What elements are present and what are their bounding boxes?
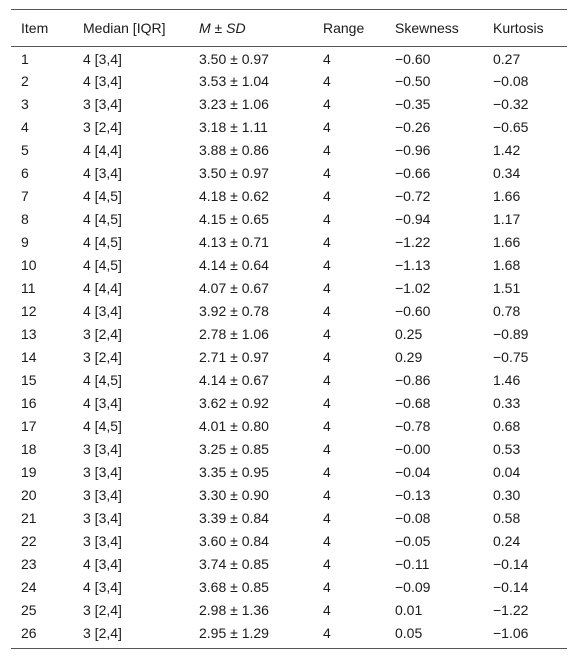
cell-median-iqr: 3 [3,4]	[83, 464, 122, 480]
cell-mean-sd: 3.18 ± 1.11	[199, 119, 268, 135]
cell-median-iqr: 4 [3,4]	[83, 579, 122, 595]
cell-mean-sd: 3.30 ± 0.90	[199, 487, 269, 503]
table-row	[11, 185, 567, 208]
cell-skewness: −0.94	[395, 211, 431, 227]
cell-range: 4	[323, 487, 331, 503]
cell-mean-sd: 4.14 ± 0.64	[199, 257, 269, 273]
cell-item: 4	[21, 119, 29, 135]
cell-skewness: −0.72	[395, 188, 431, 204]
cell-kurtosis: 0.27	[493, 51, 521, 68]
cell-skewness: −1.22	[395, 234, 431, 250]
cell-item: 8	[21, 211, 29, 227]
cell-mean-sd: 3.50 ± 0.97	[199, 165, 269, 181]
cell-kurtosis: 0.78	[493, 303, 521, 319]
table-row	[11, 277, 567, 300]
table-row	[11, 254, 567, 277]
cell-median-iqr: 4 [4,5]	[83, 418, 122, 434]
header-row	[11, 10, 567, 47]
cell-range: 4	[323, 349, 331, 365]
cell-range: 4	[323, 624, 331, 641]
cell-range: 4	[323, 418, 331, 434]
cell-mean-sd: 3.35 ± 0.95	[199, 464, 269, 480]
header-mean-sd	[189, 10, 313, 47]
cell-kurtosis: 0.30	[493, 487, 521, 503]
header-plus-minus: ±	[210, 20, 227, 36]
cell-kurtosis: 1.42	[493, 142, 521, 158]
cell-kurtosis: 0.53	[493, 441, 521, 457]
cell-item: 14	[21, 349, 37, 365]
cell-skewness: −0.86	[395, 372, 431, 388]
cell-mean-sd: 3.92 ± 0.78	[199, 303, 269, 319]
cell-kurtosis: 1.46	[493, 372, 521, 388]
cell-median-iqr: 4 [4,4]	[83, 142, 122, 158]
cell-skewness: −1.02	[395, 280, 431, 296]
cell-range: 4	[323, 257, 331, 273]
table-row	[11, 323, 567, 346]
cell-item: 7	[21, 188, 29, 204]
cell-item: 19	[21, 464, 37, 480]
cell-range: 4	[323, 602, 331, 618]
cell-range: 4	[323, 119, 331, 135]
table-row	[11, 369, 567, 392]
cell-kurtosis: −0.08	[493, 73, 529, 89]
cell-skewness: −0.96	[395, 142, 431, 158]
cell-median-iqr: 4 [3,4]	[83, 51, 122, 68]
cell-skewness: −0.66	[395, 165, 431, 181]
cell-skewness: −0.26	[395, 119, 431, 135]
cell-range: 4	[323, 464, 331, 480]
cell-kurtosis: 1.68	[493, 257, 521, 273]
cell-median-iqr: 4 [3,4]	[83, 395, 122, 411]
cell-mean-sd: 4.15 ± 0.65	[199, 211, 269, 227]
cell-item: 10	[21, 257, 37, 273]
cell-mean-sd: 3.39 ± 0.84	[199, 510, 269, 526]
cell-range: 4	[323, 165, 331, 181]
table-row	[11, 93, 567, 116]
cell-skewness: 0.01	[395, 602, 423, 618]
cell-range: 4	[323, 556, 331, 572]
cell-median-iqr: 4 [4,5]	[83, 211, 122, 227]
cell-median-iqr: 3 [3,4]	[83, 510, 122, 526]
cell-range: 4	[323, 510, 331, 526]
cell-range: 4	[323, 211, 331, 227]
header-range: Range	[323, 20, 365, 36]
cell-kurtosis: 0.34	[493, 165, 521, 181]
descriptive-statistics-table-container	[11, 9, 567, 649]
cell-median-iqr: 3 [2,4]	[83, 624, 122, 641]
cell-kurtosis: 0.58	[493, 510, 521, 526]
cell-item: 13	[21, 326, 37, 342]
cell-kurtosis: −0.14	[493, 579, 529, 595]
cell-kurtosis: −1.06	[493, 624, 529, 641]
cell-item: 23	[21, 556, 37, 572]
header-skewness: Skewness	[395, 20, 459, 36]
table-row	[11, 530, 567, 553]
cell-median-iqr: 4 [4,5]	[83, 234, 122, 250]
table-row	[11, 346, 567, 369]
cell-median-iqr: 4 [4,4]	[83, 280, 122, 296]
cell-mean-sd: 3.62 ± 0.92	[199, 395, 269, 411]
cell-range: 4	[323, 51, 331, 68]
cell-mean-sd: 4.14 ± 0.67	[199, 372, 269, 388]
cell-skewness: −0.68	[395, 395, 431, 411]
cell-median-iqr: 4 [3,4]	[83, 165, 122, 181]
cell-median-iqr: 4 [4,5]	[83, 188, 122, 204]
cell-median-iqr: 3 [3,4]	[83, 96, 122, 112]
cell-kurtosis: −0.89	[493, 326, 529, 342]
cell-mean-sd: 3.53 ± 1.04	[199, 73, 269, 89]
cell-mean-sd: 2.98 ± 1.36	[199, 602, 269, 618]
cell-item: 26	[21, 624, 37, 641]
cell-median-iqr: 3 [3,4]	[83, 487, 122, 503]
cell-item: 17	[21, 418, 37, 434]
header-item: Item	[21, 20, 49, 36]
cell-item: 12	[21, 303, 37, 319]
cell-mean-sd: 3.60 ± 0.84	[199, 533, 269, 549]
cell-kurtosis: −0.65	[493, 119, 529, 135]
cell-skewness: −0.11	[395, 556, 430, 572]
cell-item: 15	[21, 372, 37, 388]
cell-mean-sd: 4.18 ± 0.62	[199, 188, 269, 204]
cell-item: 9	[21, 234, 29, 250]
table-row	[11, 231, 567, 254]
table-row	[11, 139, 567, 162]
cell-kurtosis: 1.17	[493, 211, 521, 227]
header-median-iqr: Median [IQR]	[83, 20, 166, 36]
table-row	[11, 162, 567, 185]
cell-skewness: −0.09	[395, 579, 431, 595]
cell-item: 11	[21, 280, 36, 296]
cell-kurtosis: −0.75	[493, 349, 529, 365]
cell-item: 20	[21, 487, 37, 503]
cell-range: 4	[323, 188, 331, 204]
table-row	[11, 438, 567, 461]
cell-mean-sd: 4.01 ± 0.80	[199, 418, 269, 434]
cell-range: 4	[323, 395, 331, 411]
cell-skewness: 0.25	[395, 326, 423, 342]
cell-skewness: −1.13	[395, 257, 431, 273]
cell-mean-sd: 2.95 ± 1.29	[199, 624, 269, 641]
cell-kurtosis: 0.04	[493, 464, 521, 480]
cell-kurtosis: −0.32	[493, 96, 529, 112]
descriptive-statistics-table	[11, 9, 567, 649]
cell-median-iqr: 4 [3,4]	[83, 73, 122, 89]
cell-range: 4	[323, 533, 331, 549]
cell-item: 22	[21, 533, 37, 549]
cell-median-iqr: 3 [3,4]	[83, 533, 122, 549]
cell-range: 4	[323, 326, 331, 342]
cell-kurtosis: 1.66	[493, 234, 521, 250]
cell-mean-sd: 3.23 ± 1.06	[199, 96, 269, 112]
cell-skewness: −0.78	[395, 418, 431, 434]
cell-item: 16	[21, 395, 37, 411]
cell-mean-sd: 2.78 ± 1.06	[199, 326, 269, 342]
table-row	[11, 599, 567, 622]
table-body	[11, 47, 567, 649]
cell-skewness: −0.05	[395, 533, 431, 549]
cell-range: 4	[323, 96, 331, 112]
cell-range: 4	[323, 280, 331, 296]
cell-median-iqr: 3 [3,4]	[83, 441, 122, 457]
cell-median-iqr: 3 [2,4]	[83, 326, 122, 342]
cell-range: 4	[323, 579, 331, 595]
cell-item: 2	[21, 73, 29, 89]
table-row	[11, 300, 567, 323]
cell-skewness: −0.35	[395, 96, 431, 112]
cell-skewness: −0.50	[395, 73, 431, 89]
header-sd-symbol: SD	[226, 20, 246, 36]
cell-mean-sd: 3.74 ± 0.85	[199, 556, 269, 572]
cell-mean-sd: 3.25 ± 0.85	[199, 441, 269, 457]
cell-median-iqr: 4 [4,5]	[83, 372, 122, 388]
cell-mean-sd: 3.50 ± 0.97	[199, 51, 269, 68]
cell-skewness: −0.04	[395, 464, 431, 480]
cell-mean-sd: 4.07 ± 0.67	[199, 280, 269, 296]
cell-range: 4	[323, 372, 331, 388]
cell-skewness: −0.00	[395, 441, 431, 457]
table-row	[11, 116, 567, 139]
cell-kurtosis: 0.24	[493, 533, 521, 549]
cell-item: 1	[21, 51, 29, 68]
cell-median-iqr: 4 [3,4]	[83, 556, 122, 572]
cell-item: 18	[21, 441, 37, 457]
table-row	[11, 47, 567, 70]
cell-kurtosis: 0.68	[493, 418, 521, 434]
table-row	[11, 415, 567, 438]
cell-skewness: −0.60	[395, 303, 431, 319]
cell-mean-sd: 3.88 ± 0.86	[199, 142, 269, 158]
table-row	[11, 461, 567, 484]
cell-item: 6	[21, 165, 29, 181]
cell-skewness: −0.13	[395, 487, 431, 503]
cell-skewness: 0.05	[395, 624, 423, 641]
cell-item: 5	[21, 142, 29, 158]
table-row	[11, 392, 567, 415]
header-kurtosis: Kurtosis	[493, 20, 544, 36]
cell-median-iqr: 4 [3,4]	[83, 303, 122, 319]
cell-kurtosis: −1.22	[493, 602, 529, 618]
cell-kurtosis: 1.66	[493, 188, 521, 204]
cell-mean-sd: 2.71 ± 0.97	[199, 349, 269, 365]
cell-range: 4	[323, 441, 331, 457]
table-row	[11, 70, 567, 93]
cell-skewness: 0.29	[395, 349, 423, 365]
cell-median-iqr: 4 [4,5]	[83, 257, 122, 273]
cell-range: 4	[323, 73, 331, 89]
table-row	[11, 622, 567, 649]
cell-median-iqr: 3 [2,4]	[83, 349, 122, 365]
cell-mean-sd: 3.68 ± 0.85	[199, 579, 269, 595]
header-mean-symbol: M	[199, 20, 211, 36]
cell-mean-sd: 4.13 ± 0.71	[199, 234, 269, 250]
cell-skewness: −0.08	[395, 510, 431, 526]
table-header	[11, 10, 567, 47]
cell-median-iqr: 3 [2,4]	[83, 119, 122, 135]
table-row	[11, 553, 567, 576]
cell-item: 25	[21, 602, 37, 618]
table-row	[11, 576, 567, 599]
table-row	[11, 507, 567, 530]
cell-item: 24	[21, 579, 37, 595]
cell-item: 3	[21, 96, 29, 112]
table-row	[11, 484, 567, 507]
cell-range: 4	[323, 234, 331, 250]
cell-median-iqr: 3 [2,4]	[83, 602, 122, 618]
cell-kurtosis: −0.14	[493, 556, 529, 572]
cell-range: 4	[323, 303, 331, 319]
cell-kurtosis: 1.51	[493, 280, 521, 296]
cell-kurtosis: 0.33	[493, 395, 521, 411]
cell-skewness: −0.60	[395, 51, 431, 68]
cell-item: 21	[21, 510, 37, 526]
table-row	[11, 208, 567, 231]
cell-range: 4	[323, 142, 331, 158]
